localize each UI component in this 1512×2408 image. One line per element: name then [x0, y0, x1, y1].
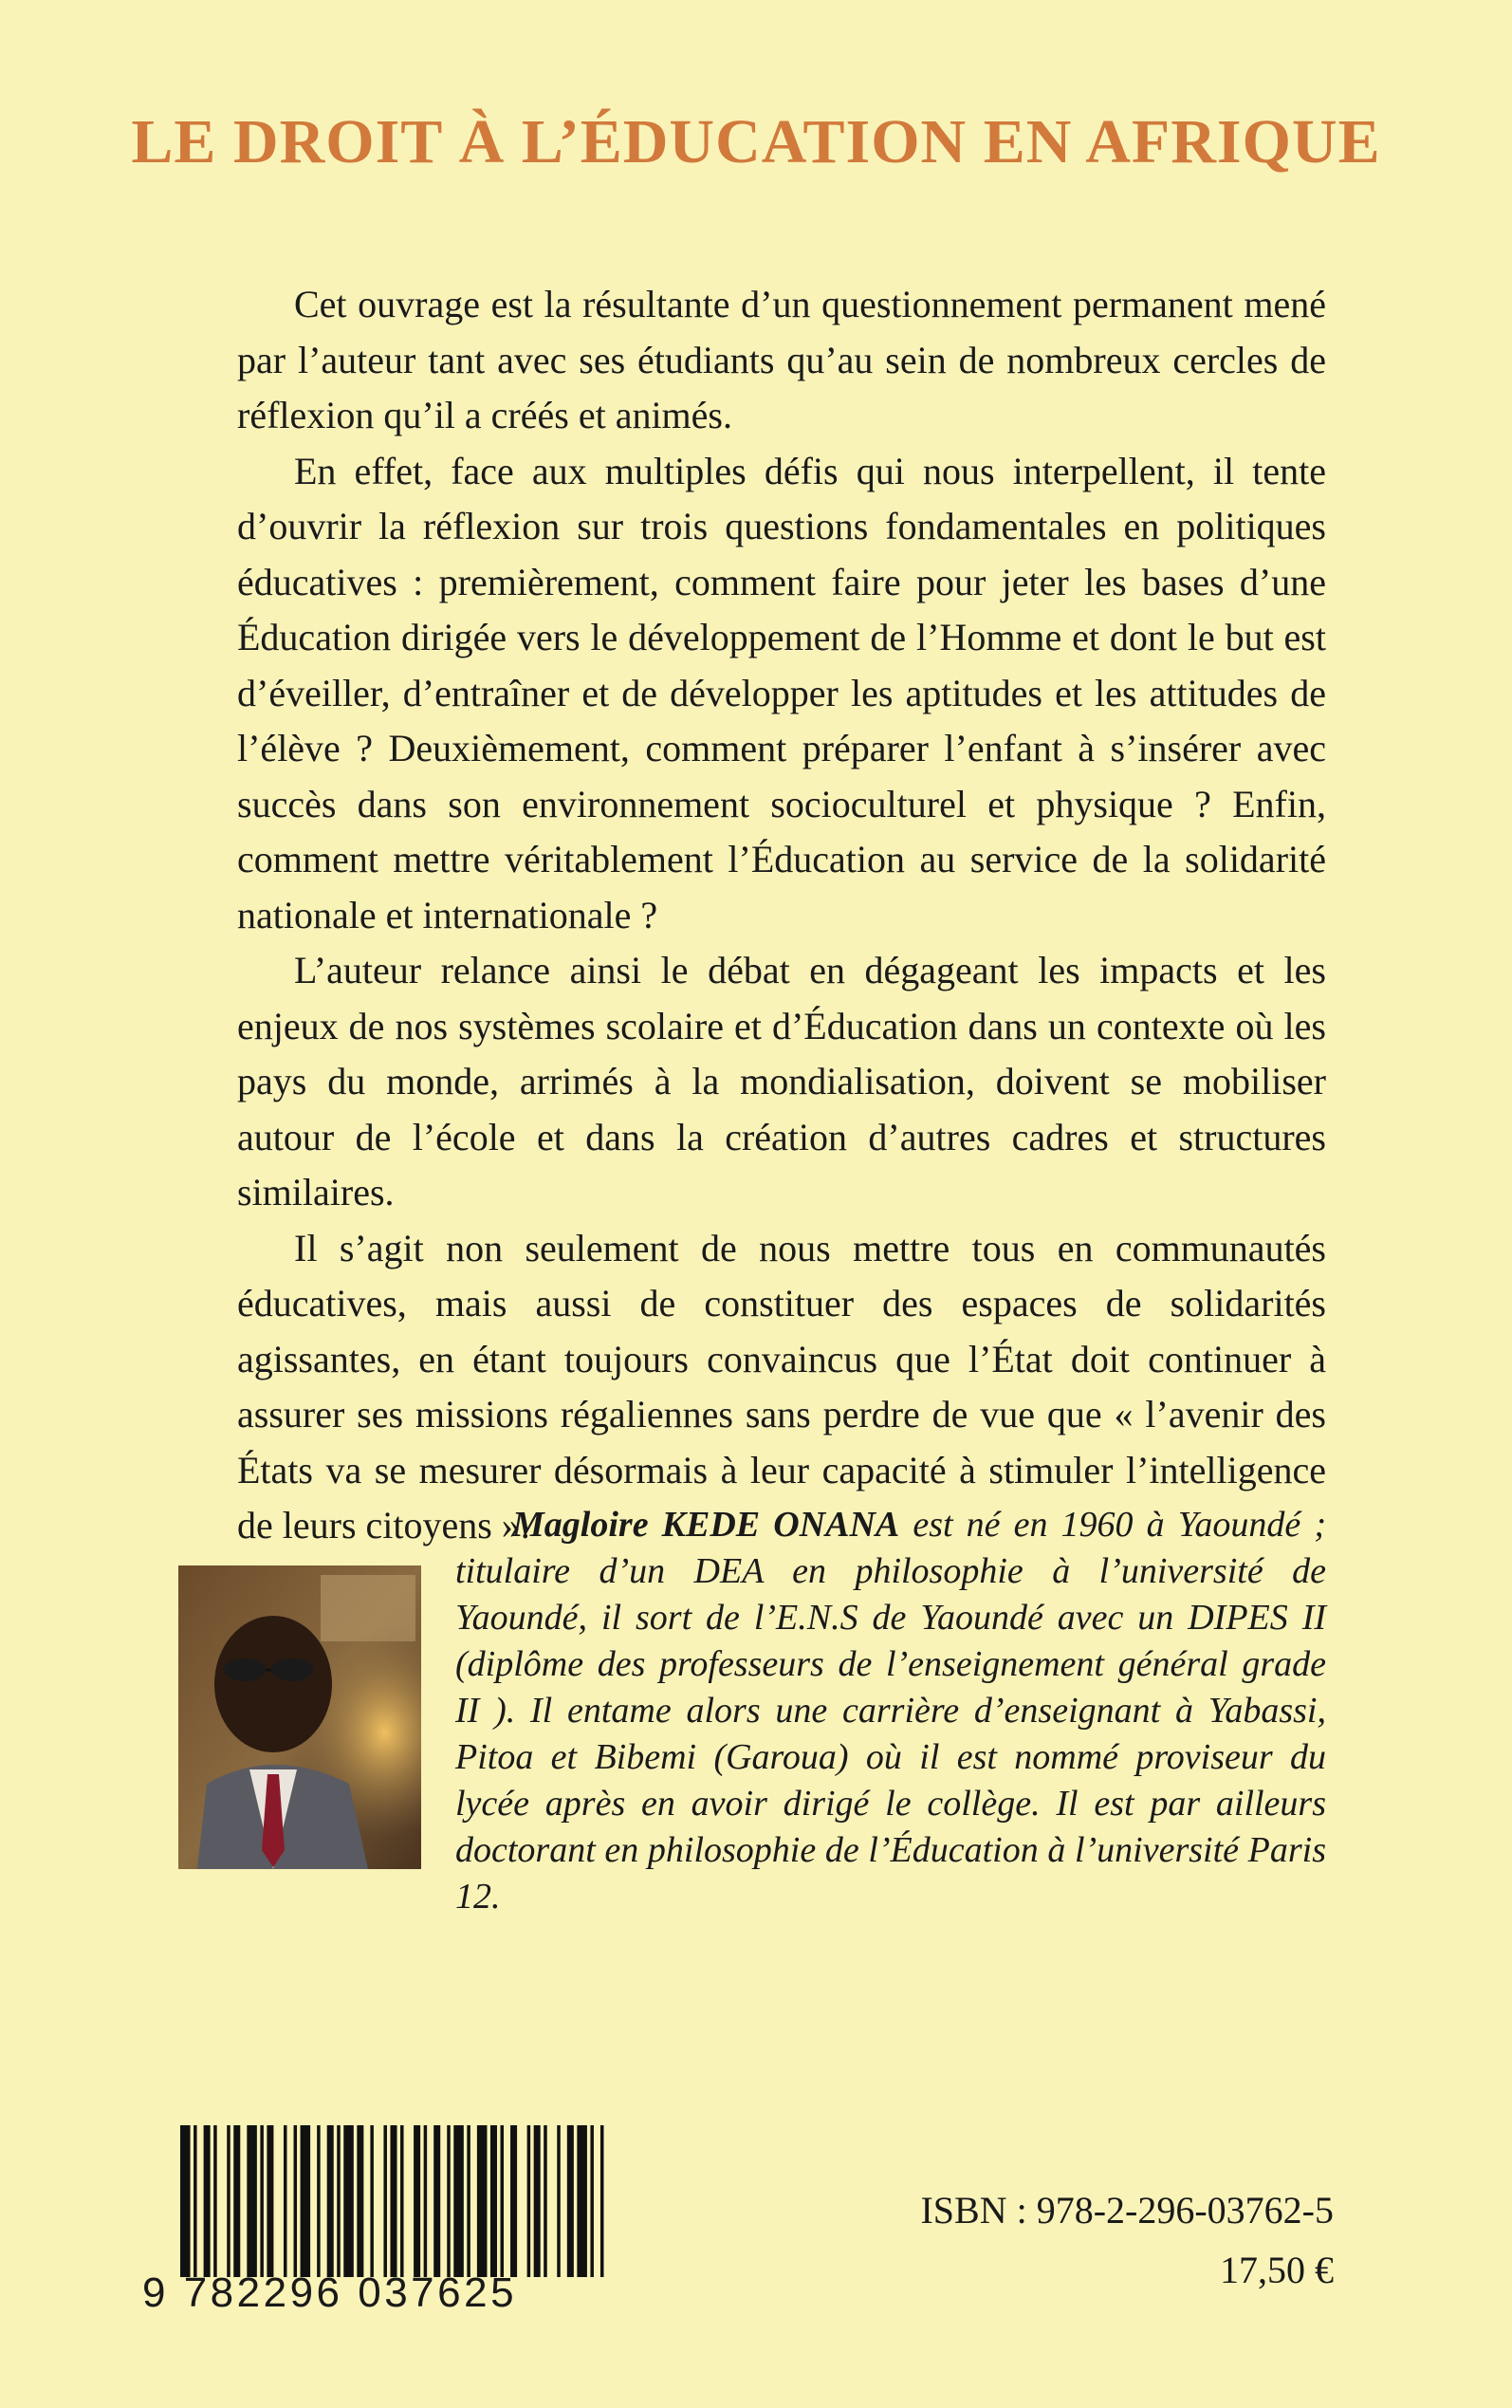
- barcode-bar: [260, 2125, 264, 2277]
- barcode-bar: [510, 2125, 517, 2277]
- barcode-bar: [534, 2125, 541, 2277]
- barcode-bar: [194, 2125, 197, 2277]
- barcode-bar: [567, 2125, 574, 2277]
- barcode-bar: [343, 2125, 354, 2277]
- summary-paragraph: L’auteur relance ainsi le débat en dégageant les impacts et les enjeux de nos systèmes scolaire et d’Éducation dans un contexte où les pays du monde, arrimés à la mondialisation, doivent se mobiliser autour de l’école et dans la création d’autres cadres et structures similaires.: [237, 949, 1326, 1213]
- isbn-barcode: [180, 2125, 607, 2277]
- barcode-bar: [317, 2125, 321, 2277]
- barcode-bar: [284, 2125, 287, 2277]
- barcode-bar: [453, 2125, 464, 2277]
- summary-paragraph: Cet ouvrage est la résultante d’un questionnement permanent mené par l’auteur tant avec ses étudiants qu’au sein de nombreux cercles de réflexion qu’il a créés et animés.: [237, 283, 1326, 436]
- summary-paragraph: Il s’agit non seulement de nous mettre tous en communautés éducatives, mais aussi de constituer des espaces de solidarités agissantes, en étant toujours convaincus que l’État doit continuer à assurer ses missions régaliennes sans perdre de vue que « l’avenir des États va se mesurer désormais à leur capacité à stimuler l’intelligence de leurs citoyens ».: [237, 1226, 1326, 1547]
- barcode-bar: [544, 2125, 547, 2277]
- author-photo: [178, 1565, 421, 1869]
- barcode-bar: [204, 2125, 211, 2277]
- barcode-bar: [247, 2125, 257, 2277]
- barcode-bar: [557, 2125, 561, 2277]
- barcode-bar: [213, 2125, 217, 2277]
- barcode-bar: [424, 2125, 428, 2277]
- author-name: Magloire KEDE ONANA: [512, 1505, 900, 1545]
- author-bio-text: est né en 1960 à Yaoundé ; titulaire d’un DEA en philosophie à l’université de Yaoundé, il sort de l’E.N.S de Yaoundé avec un DIPES II (diplôme des professeurs de l’enseignement général grade II ). Il entame alors une carrière d’enseignant à Yabassi, Pitoa et Bibemi (Garoua) où il est nommé proviseur du lycée après en avoir dirigé le collège. Il est par ailleurs doctorant en philosophie de l’Éducation à l’université Paris 12.: [455, 1505, 1326, 1917]
- book-title: LE DROIT À L’ÉDUCATION EN AFRIQUE: [131, 107, 1381, 176]
- barcode-bar: [477, 2125, 488, 2277]
- barcode-bar: [447, 2125, 451, 2277]
- barcode-bar: [590, 2125, 594, 2277]
- barcode-bar: [383, 2125, 387, 2277]
- author-bio-paragraph: [455, 1502, 1326, 1920]
- barcode-bar: [357, 2125, 363, 2277]
- barcode-digits: 9 782296 037625: [142, 2269, 518, 2316]
- barcode-bar: [467, 2125, 470, 2277]
- summary-paragraph: En effet, face aux multiples défis qui nous interpellent, il tente d’ouvrir la réflexion sur trois questions fondamentales en politiques éducatives : premièrement, comment faire pour jeter les bases d’une Éducation dirigée vers le développement de l’Homme et dont le but est d’éveiller, d’entraîner et de développer les aptitudes et les attitudes de l’élève ? Deuxièmement, comment préparer l’enfant à s’insérer avec succès dans son environnement socioculturel et physique ? Enfin, comment mettre véritablement l’Éducation au service de la solidarité nationale et internationale ?: [237, 449, 1326, 936]
- barcode-bar: [527, 2125, 531, 2277]
- barcode-bar: [294, 2125, 298, 2277]
- isbn-number: ISBN : 978-2-296-03762-5: [920, 2189, 1334, 2232]
- barcode-bar: [400, 2125, 404, 2277]
- barcode-bar: [233, 2125, 240, 2277]
- barcode-bar: [433, 2125, 440, 2277]
- barcode-bar: [577, 2125, 587, 2277]
- barcode-bar: [490, 2125, 497, 2277]
- barcode-bar: [600, 2125, 604, 2277]
- barcode-bar: [501, 2125, 505, 2277]
- barcode-bar: [180, 2125, 191, 2277]
- book-price: 17,50 €: [1220, 2249, 1334, 2291]
- barcode-bar: [267, 2125, 273, 2277]
- author-biography: [455, 1502, 1326, 1920]
- barcode-bar: [227, 2125, 230, 2277]
- barcode-bar: [327, 2125, 334, 2277]
- barcode-bar: [370, 2125, 374, 2277]
- back-cover-summary: [237, 277, 1326, 1554]
- barcode-bar: [301, 2125, 311, 2277]
- barcode-bar: [414, 2125, 420, 2277]
- barcode-bar: [337, 2125, 341, 2277]
- barcode-bar: [390, 2125, 396, 2277]
- author-portrait-image: [178, 1565, 421, 1869]
